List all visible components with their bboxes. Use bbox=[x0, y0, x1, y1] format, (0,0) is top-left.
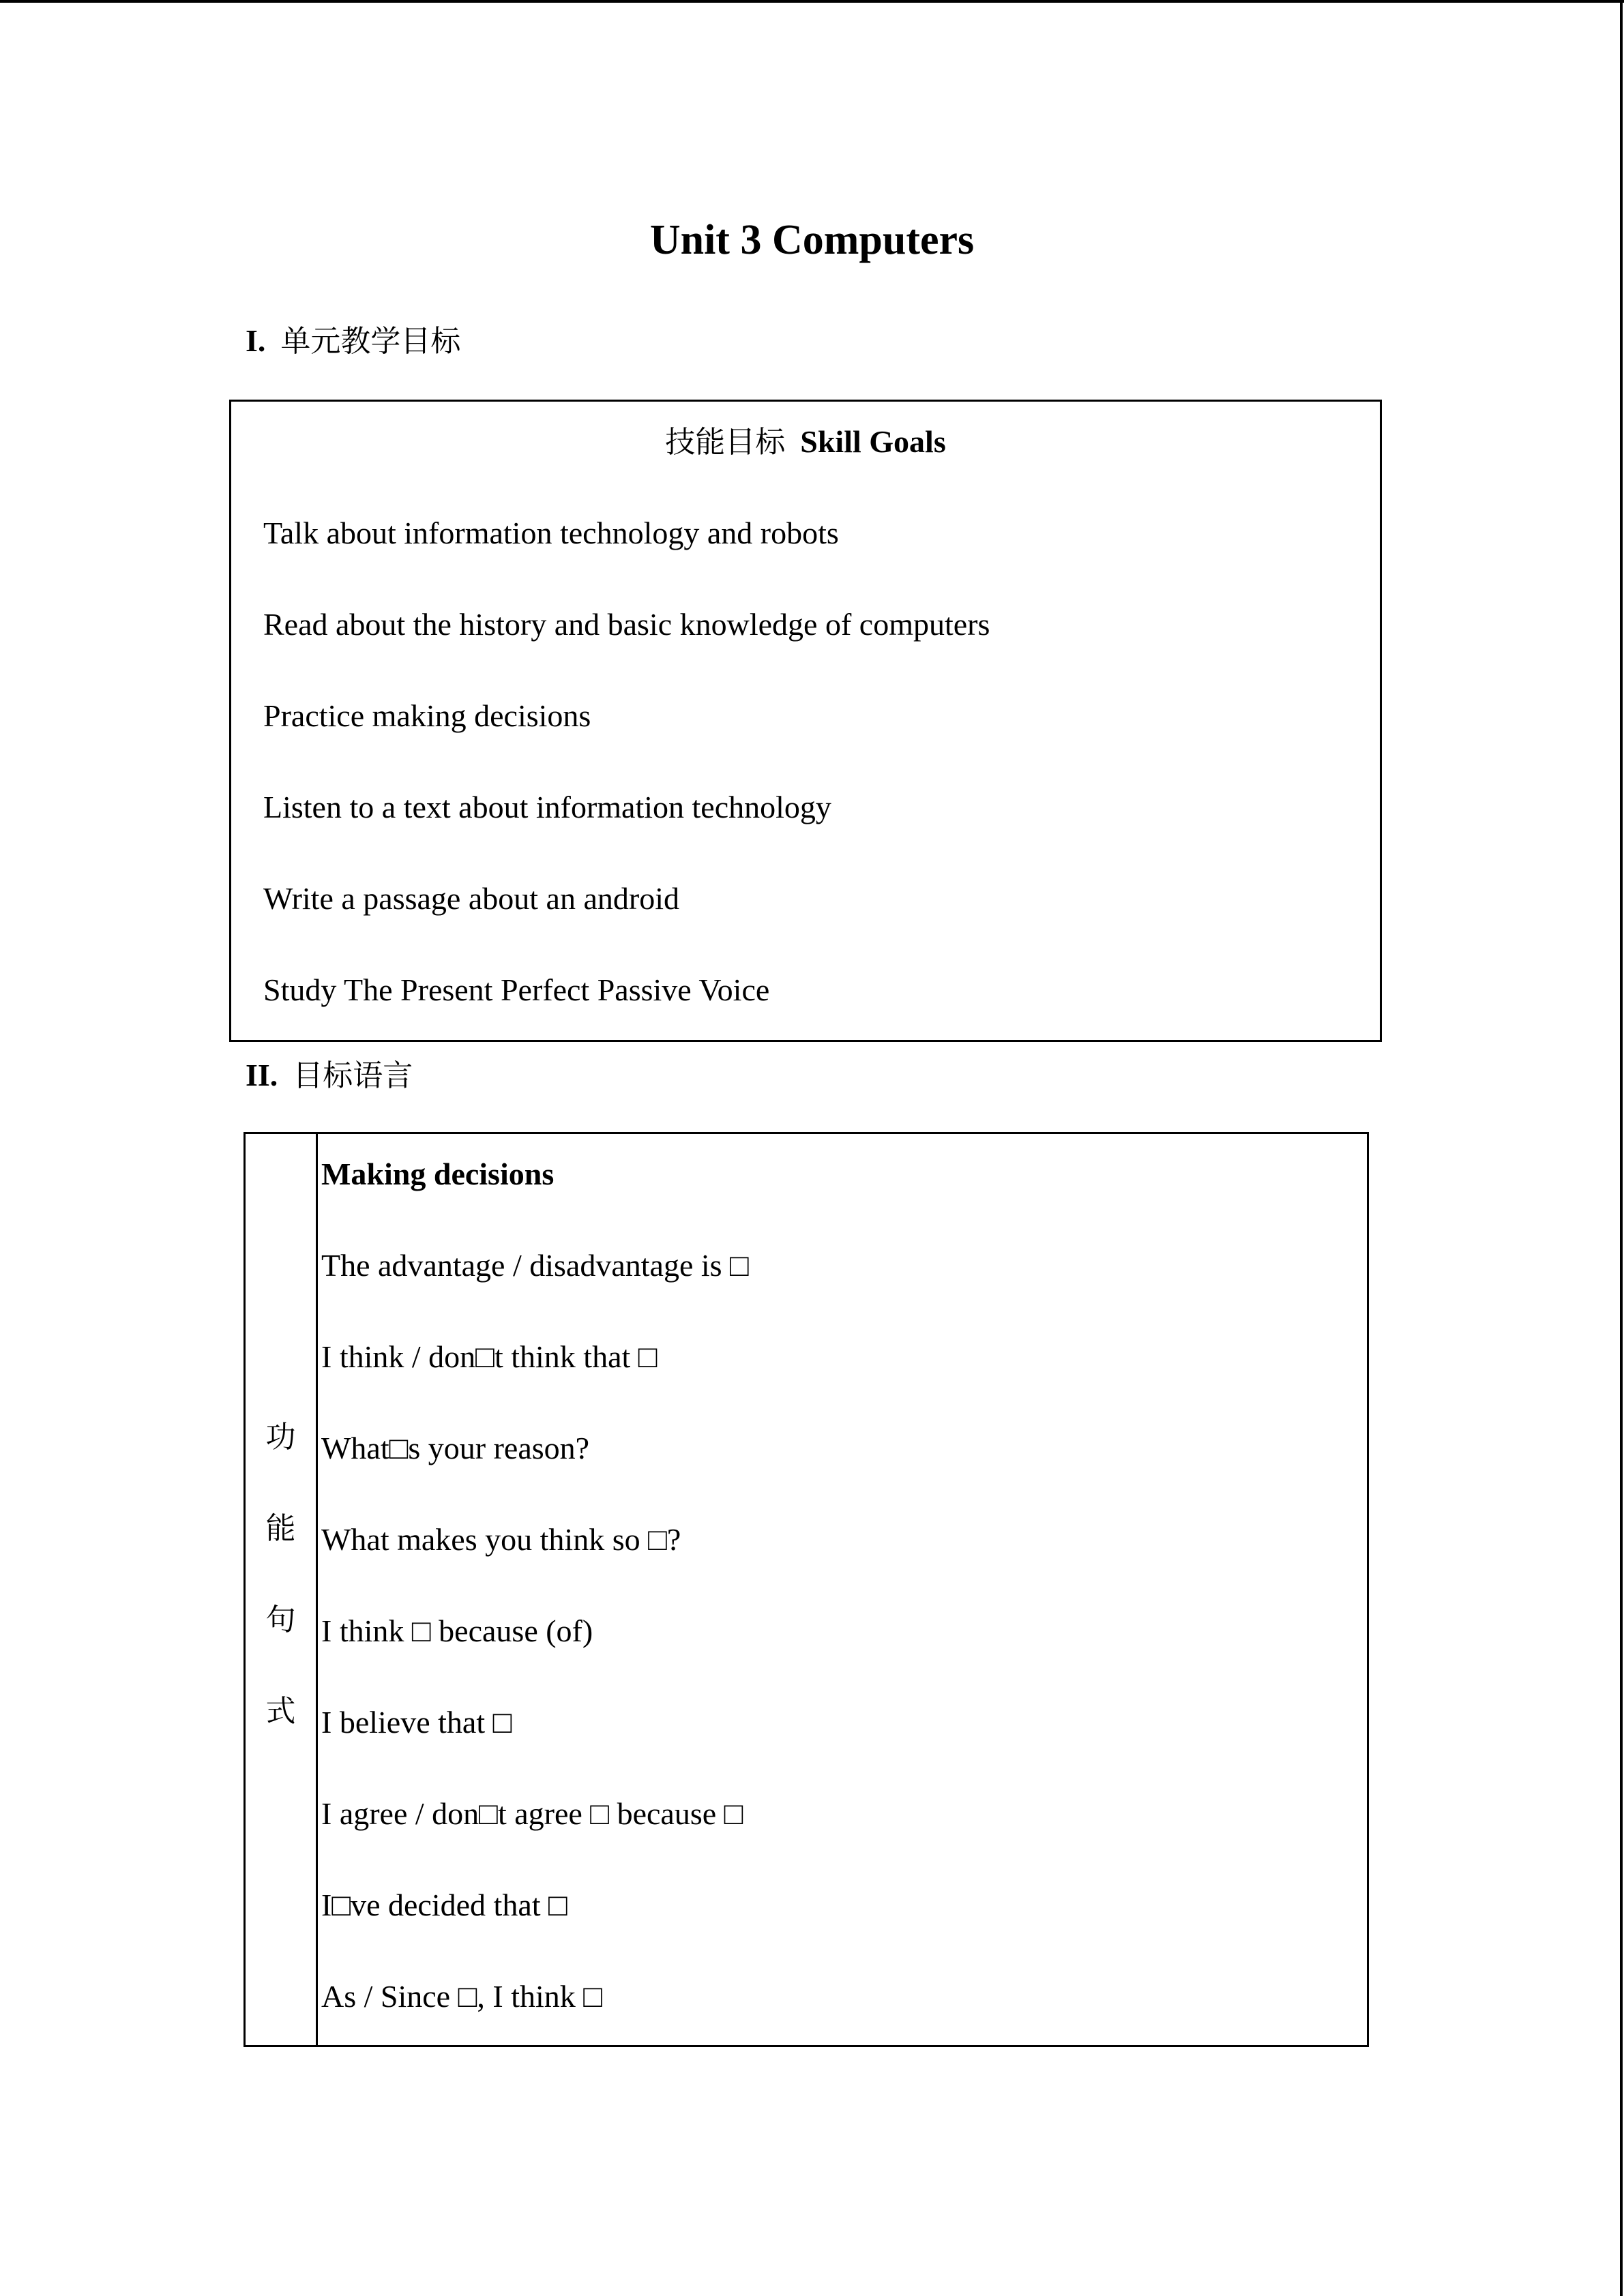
sentence-pattern: I think / don□t think that □ bbox=[321, 1339, 658, 1374]
sentence-pattern: I think □ because (of) bbox=[321, 1613, 593, 1648]
sentence-pattern: The advantage / disadvantage is □ bbox=[321, 1248, 749, 1283]
skill-goal-item: Listen to a text about information technology bbox=[263, 790, 831, 824]
section-2-heading bbox=[246, 1055, 413, 1097]
function-sentences-label bbox=[246, 1414, 316, 1779]
skill-goal-item: Study The Present Perfect Passive Voice bbox=[263, 972, 770, 1007]
skill-goals-title-en: Skill Goals bbox=[800, 424, 946, 459]
sentence-pattern: I believe that □ bbox=[321, 1705, 512, 1740]
page-border-right bbox=[1620, 0, 1623, 2296]
function-sentences-cell bbox=[321, 1150, 749, 2064]
target-language-table bbox=[243, 1132, 1369, 2047]
document-title: Unit 3 Computers bbox=[649, 217, 975, 263]
sentence-pattern: What makes you think so □? bbox=[321, 1522, 681, 1557]
function-sentences-list bbox=[321, 1242, 749, 2064]
skill-goal-item: Read about the history and basic knowledge of computers bbox=[263, 607, 990, 642]
skill-goals-box bbox=[229, 400, 1382, 1042]
section-2-title: 目标语言 bbox=[293, 1058, 413, 1093]
label-char: 句 bbox=[265, 1602, 296, 1637]
skill-goal-item: Talk about information technology and robots bbox=[263, 516, 839, 550]
making-decisions-subtitle: Making decisions bbox=[321, 1157, 555, 1191]
sentence-pattern: I agree / don□t agree □ because □ bbox=[321, 1796, 743, 1831]
function-sentences-label-cell bbox=[246, 1134, 318, 2045]
sentence-pattern: What□s your reason? bbox=[321, 1431, 590, 1465]
page-border-top bbox=[0, 0, 1624, 3]
sentence-pattern: As / Since □, I think □ bbox=[321, 1979, 603, 2014]
skill-goal-item: Practice making decisions bbox=[263, 698, 591, 733]
skill-goals-title-cn: 技能目标 bbox=[665, 425, 786, 460]
skill-goals-header bbox=[231, 418, 1380, 466]
label-char: 能 bbox=[265, 1511, 296, 1546]
section-1-number: I. bbox=[246, 323, 266, 358]
skill-goals-list bbox=[263, 509, 990, 1058]
label-char: 式 bbox=[265, 1694, 296, 1729]
sentence-pattern: I□ve decided that □ bbox=[321, 1888, 567, 1922]
label-char: 功 bbox=[265, 1420, 296, 1455]
section-1-heading bbox=[246, 320, 460, 362]
section-2-number: II. bbox=[246, 1058, 278, 1092]
skill-goal-item: Write a passage about an android bbox=[263, 881, 679, 916]
section-1-title: 单元教学目标 bbox=[280, 324, 461, 359]
